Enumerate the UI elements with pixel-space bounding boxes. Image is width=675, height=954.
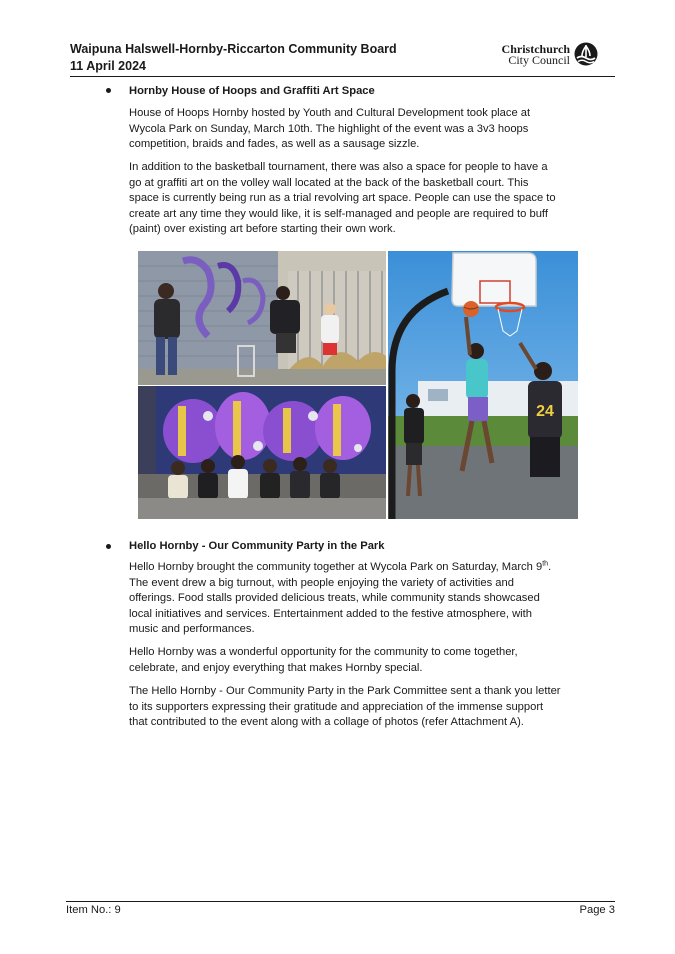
meeting-date: 11 April 2024	[70, 59, 146, 73]
text-line-part: Hello Hornby brought the community together at Wycola Park on Saturday, March 9	[129, 561, 543, 573]
text-line: create art any time they would like, it is self-managed and people are required to buff	[129, 207, 548, 220]
photo-basketball-game	[388, 251, 578, 519]
board-title: Waipuna Halswell-Hornby-Riccarton Community Board	[70, 42, 397, 56]
bullet-point	[106, 88, 111, 93]
jersey-number: 24	[536, 403, 554, 420]
text-line: space is currently being run as a trial revolving art space. People can use the space to	[129, 192, 556, 205]
text-line: The Hello Hornby - Our Community Party in the Park Committee sent a thank you letter	[129, 685, 561, 697]
text-line: local initiatives and services. Entertainment added to the festive atmosphere, with	[129, 607, 532, 620]
item-number: Item No.: 9	[66, 904, 121, 916]
photo-graffiti-crew	[138, 386, 386, 519]
bullet-point	[106, 544, 111, 549]
text-line: competition, braids and fades, as well as a sausage sizzle.	[129, 138, 420, 151]
text-line: In addition to the basketball tournament, there was also a space for people to have a	[129, 161, 548, 173]
basketball-game-image	[388, 251, 578, 519]
paragraph-hello-hornby-opportunity	[129, 645, 589, 676]
ordinal-suffix: th	[542, 560, 549, 568]
text-line: Hello Hornby was a wonderful opportunity for the community to come together,	[129, 646, 518, 658]
text-line: to its supporters expressing their gratitude and appreciation of the immense support	[129, 700, 544, 713]
page-footer	[66, 901, 615, 916]
text-line: that contributed to the event along with a collage of photos (refer Attachment A).	[129, 716, 524, 729]
text-line: celebrate, and enjoy everything that makes Hornby special.	[129, 661, 423, 674]
text-line-part: .	[548, 561, 552, 573]
section-heading-hello-hornby: Hello Hornby - Our Community Party in the Park	[129, 540, 385, 552]
section-heading-house-of-hoops: Hornby House of Hoops and Graffiti Art Space	[129, 85, 375, 97]
logo-text-line1: Christchurch	[501, 42, 570, 56]
logo-text-line2: City Council	[508, 53, 570, 67]
text-line	[129, 560, 589, 576]
page-header	[70, 40, 615, 77]
paragraph-hello-hornby-intro	[129, 560, 589, 638]
text-line: Wycola Park on Sunday, March 10th. The highlight of the event was a 3v3 hoops	[129, 122, 529, 135]
paragraph-graffiti-space	[129, 160, 589, 238]
council-logo	[488, 41, 598, 69]
text-line: (paint) over existing art before starting their own work.	[129, 223, 396, 236]
text-line: The event drew a big turnout, with people enjoying the variety of activities and	[129, 576, 514, 589]
paragraph-hello-hornby-thanks	[129, 684, 589, 731]
text-line: go at graffiti art on the volley wall located at the back of the basketball court. This	[129, 176, 529, 189]
page-number: Page 3	[579, 904, 615, 916]
text-line: music and performances.	[129, 623, 255, 636]
paragraph-house-of-hoops-intro	[129, 106, 589, 153]
graffiti-painting-image	[138, 251, 386, 385]
christchurch-council-mark-icon	[574, 42, 598, 66]
text-line: offerings. Food stalls provided delicious treats, while community stands showcased	[129, 592, 540, 605]
graffiti-crew-image	[138, 386, 386, 519]
text-line: House of Hoops Hornby hosted by Youth and Cultural Development took place at	[129, 107, 531, 119]
photo-graffiti-painting	[138, 251, 386, 385]
